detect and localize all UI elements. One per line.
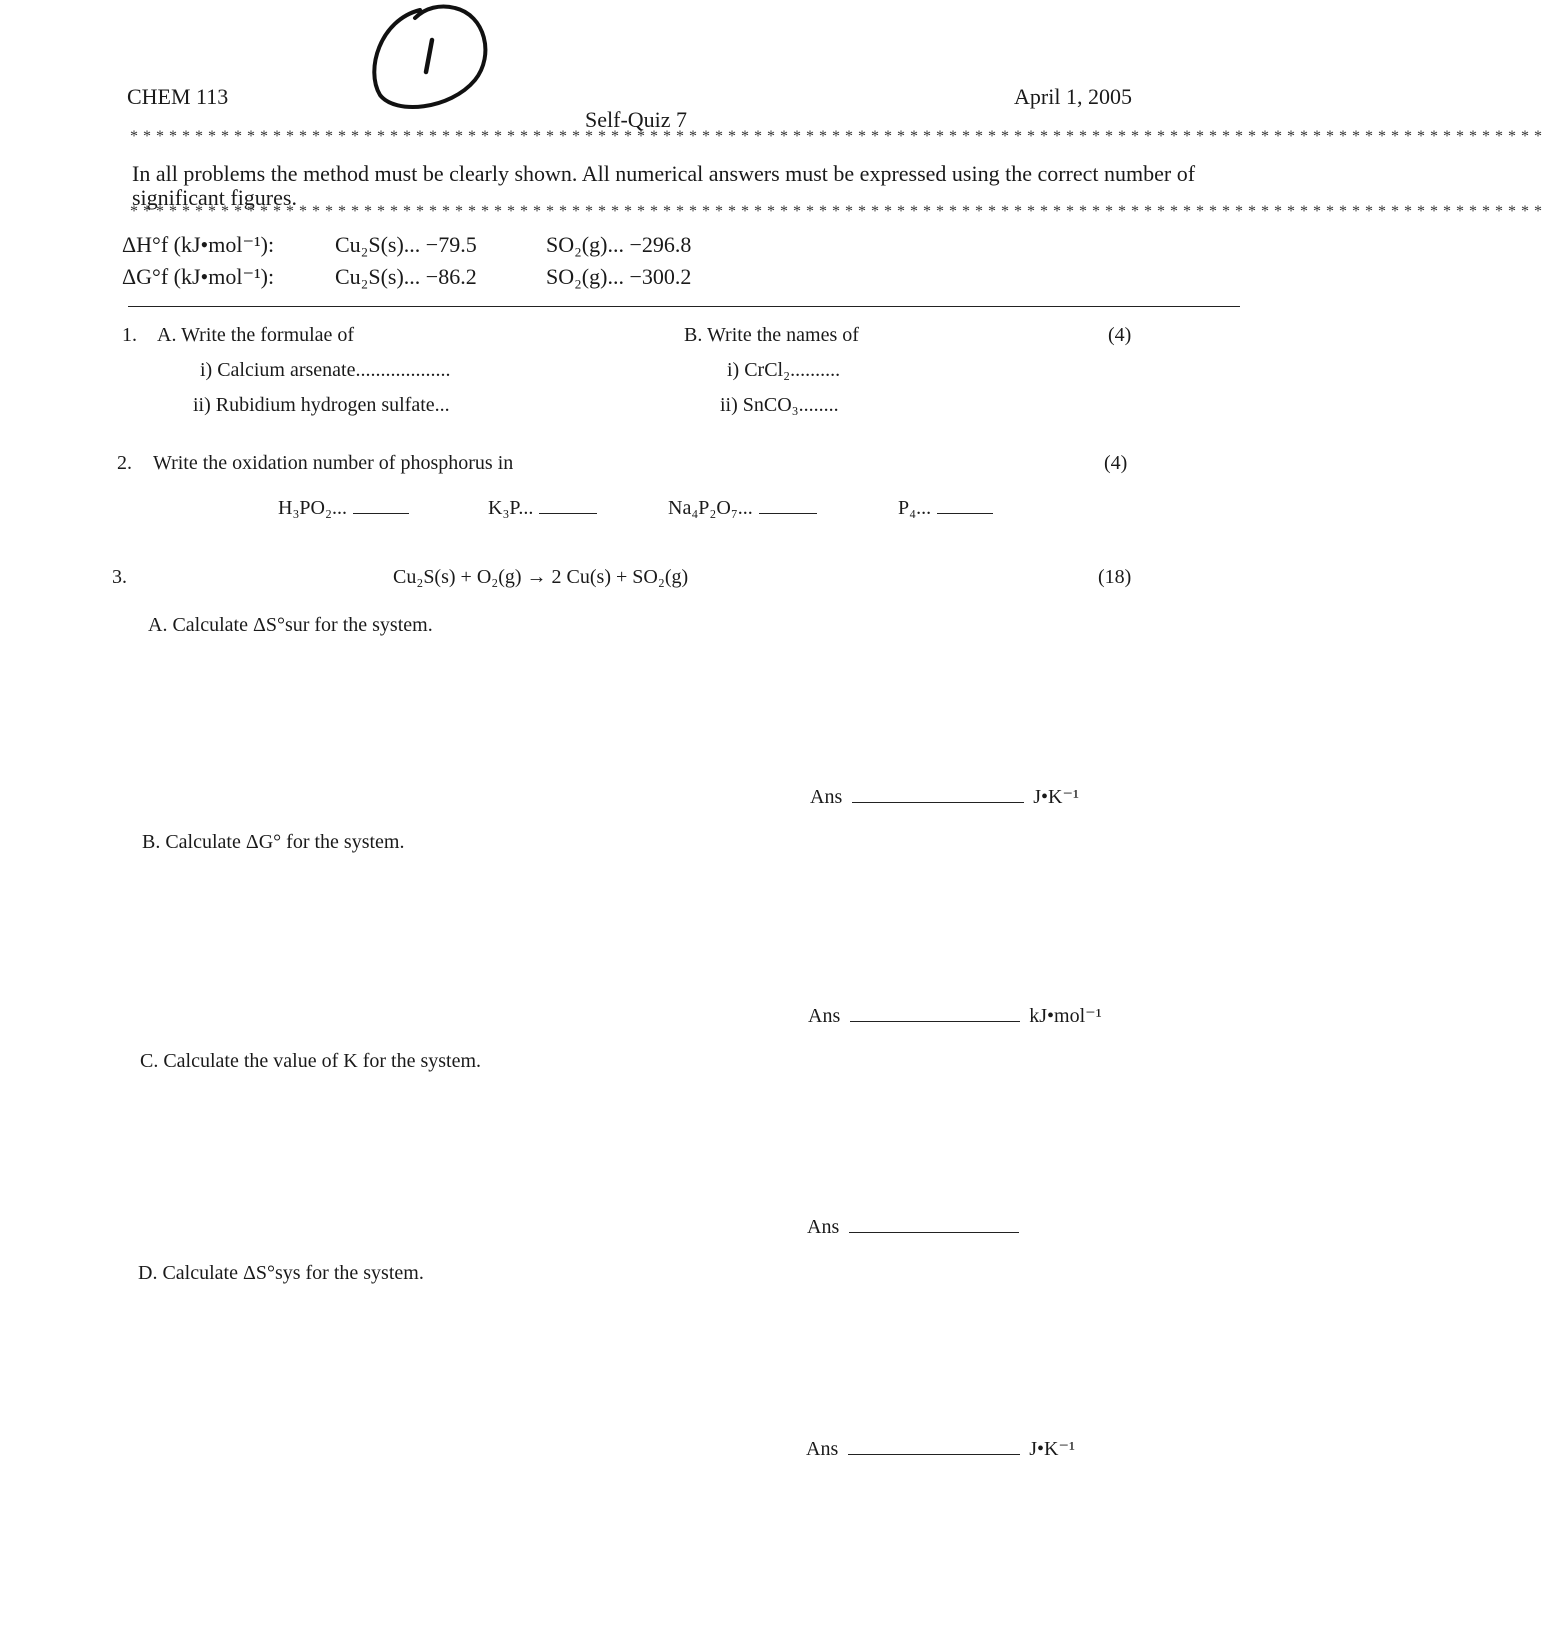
quiz-title: Self-Quiz 7: [585, 107, 688, 132]
answer-blank[interactable]: [539, 512, 597, 514]
course-code: CHEM 113: [127, 84, 229, 109]
gibbs-so2: SO₂(g)... −300.2: [546, 264, 692, 289]
asterisk-divider-bottom: * * * * * * * * * * * * * * * * * * * * * * * * * * * * * * * * * * * * * * * * * * * * * * * * * * * * * * * * * * * * * * * * * * * * * * * * * * * * * * * * * * * * * * * * * * * * * * * * * * * * * * * * * * * * *: [130, 203, 1543, 220]
q2-item-label: H₃PO₂...: [278, 497, 347, 519]
unit-a: J•K⁻¹: [1033, 786, 1080, 808]
q3-equation: Cu₂S(s) + O₂(g) → 2 Cu(s) + SO₂(g): [393, 566, 689, 588]
q3-marks: (18): [1098, 566, 1132, 588]
q2-item-label: P₄...: [898, 497, 932, 519]
answer-line-b: [808, 1003, 1102, 1028]
q2-item: [668, 497, 817, 520]
ans-label: Ans: [807, 1216, 840, 1238]
answer-blank[interactable]: [848, 1453, 1020, 1455]
answer-line-c: [807, 1216, 1019, 1239]
answer-blank[interactable]: [850, 1020, 1020, 1022]
unit-b: kJ•mol⁻¹: [1029, 1005, 1102, 1027]
instructions: In all problems the method must be clearly shown. All numerical answers must be expressed using the correct number of significant figures.: [132, 161, 1196, 210]
q1-marks: (4): [1108, 324, 1132, 346]
q1-part-b: B. Write the names of: [684, 324, 859, 346]
ans-label: Ans: [808, 1005, 841, 1027]
q3-part-c: C. Calculate the value of K for the system.: [140, 1050, 482, 1072]
answer-line-d: [806, 1436, 1075, 1461]
enthalpy-label: ΔH°f (kJ•mol⁻¹):: [122, 232, 275, 257]
q2-prompt: Write the oxidation number of phosphorus in: [153, 452, 514, 474]
enthalpy-so2: SO₂(g)... −296.8: [546, 232, 692, 257]
quiz-date: April 1, 2005: [1014, 84, 1132, 109]
q2-item: [278, 497, 409, 520]
gibbs-label: ΔG°f (kJ•mol⁻¹):: [122, 264, 275, 289]
q1-b-i: i) CrCl₂..........: [727, 359, 841, 381]
q2-item-label: Na₄P₂O₇...: [668, 497, 753, 519]
answer-blank[interactable]: [852, 801, 1024, 803]
q1-a-ii: ii) Rubidium hydrogen sulfate...: [193, 394, 450, 416]
q1-b-ii: ii) SnCO₃........: [720, 394, 839, 416]
q3-part-b: B. Calculate ΔG° for the system.: [142, 831, 405, 853]
section-divider: [128, 306, 1240, 307]
q2-number: 2.: [117, 452, 132, 474]
q3-part-d: D. Calculate ΔS°sys for the system.: [138, 1262, 424, 1284]
q3-part-a: A. Calculate ΔS°sur for the system.: [148, 614, 433, 636]
answer-blank[interactable]: [353, 512, 409, 514]
q3-number: 3.: [112, 566, 127, 588]
gibbs-cu2s: Cu₂S(s)... −86.2: [335, 264, 477, 289]
q2-item-label: K₃P...: [488, 497, 534, 519]
circled-number-mark: [360, 0, 500, 120]
asterisk-divider-top: * * * * * * * * * * * * * * * * * * * * * * * * * * * * * * * * * * * * * * * * * * * * * * * * * * * * * * * * * * * * * * * * * * * * * * * * * * * * * * * * * * * * * * * * * * * * * * * * * * * * * * * * * * * * *: [130, 128, 1543, 145]
enthalpy-cu2s: Cu₂S(s)... −79.5: [335, 232, 477, 257]
answer-blank[interactable]: [759, 512, 817, 514]
answer-line-a: [810, 784, 1079, 809]
unit-d: J•K⁻¹: [1029, 1438, 1076, 1460]
ans-label: Ans: [810, 786, 843, 808]
q1-number: 1.: [122, 324, 137, 346]
q2-item: [488, 497, 597, 520]
q2-marks: (4): [1104, 452, 1128, 474]
answer-blank[interactable]: [937, 512, 993, 514]
ans-label: Ans: [806, 1438, 839, 1460]
q2-item: [898, 497, 993, 520]
answer-blank[interactable]: [849, 1231, 1019, 1233]
q1-part-a: A. Write the formulae of: [157, 324, 355, 346]
q1-a-i: i) Calcium arsenate...................: [200, 359, 451, 381]
